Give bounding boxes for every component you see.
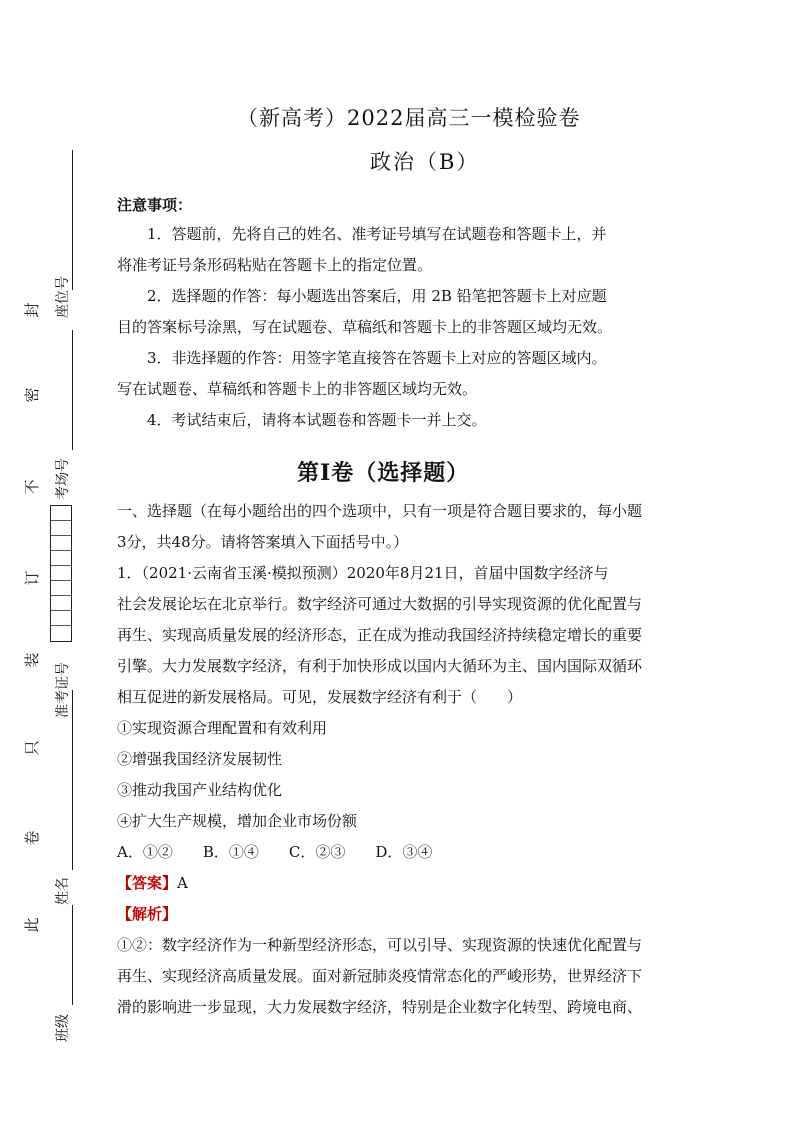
option-statement: ③推动我国产业结构优化 <box>117 781 283 799</box>
page-subtitle: 政治（B） <box>370 150 480 174</box>
analysis-text: 再生、实现经济高质量发展。面对新冠肺炎疫情常态化的严峻形势，世界经济下 <box>117 967 643 985</box>
answer-choices: A．①② B．①④ C．②③ D．③④ <box>117 843 433 861</box>
seal-char: 此 <box>23 917 41 933</box>
exam-room-label: 考场号 <box>55 458 71 500</box>
answer-value: A <box>177 874 188 892</box>
seat-number-label: 座位号 <box>55 276 71 318</box>
notice-line: 3．非选择题的作答：用签字笔直接答在答题卡上对应的答题区域内。 <box>147 349 607 367</box>
analysis-tag: 【解析】 <box>117 905 178 923</box>
seal-char: 只 <box>23 740 41 756</box>
analysis-line <box>117 899 687 930</box>
binding-line <box>72 330 73 450</box>
notice-line: 将准考证号条形码粘贴在答题卡上的指定位置。 <box>117 256 433 274</box>
binding-margin <box>0 0 100 1123</box>
notice-line: 1．答题前，先将自己的姓名、准考证号填写在试题卷和答题卡上，并 <box>147 225 607 243</box>
seal-char: 订 <box>23 570 41 586</box>
question-block <box>117 496 687 1023</box>
class-label: 班级 <box>55 1014 71 1042</box>
seal-char: 装 <box>23 652 41 668</box>
notice-line: 写在试题卷、草稿纸和答题卡上的非答题区域均无效。 <box>117 380 478 398</box>
binding-line <box>72 150 73 290</box>
question-stem: 再生、实现高质量发展的经济形态，正在成为推动我国经济持续稳定增长的重要 <box>117 626 643 644</box>
ticket-number-label: 准考证号 <box>55 662 71 718</box>
notice-line: 目的答案标号涂黑，写在试题卷、草稿纸和答题卡上的非答题区域均无效。 <box>117 318 613 336</box>
seal-char: 不 <box>23 479 41 495</box>
analysis-text: 滑的影响进一步显现，大力发展数字经济，特别是企业数字化转型、跨境电商、 <box>117 998 643 1016</box>
option-statement: ④扩大生产规模，增加企业市场份额 <box>117 812 358 830</box>
section-title: 第Ⅰ卷（选择题） <box>297 460 470 486</box>
page-title: （新高考）2022届高三一模检验卷 <box>237 106 581 130</box>
option-statement: ①实现资源合理配置和有效利用 <box>117 719 328 737</box>
seal-char: 密 <box>23 387 41 403</box>
section-instructions: 3分，共48分。请将答案填入下面括号中。） <box>117 533 409 551</box>
notice-line: 4．考试结束后，请将本试题卷和答题卡一并上交。 <box>147 411 487 429</box>
question-stem: 社会发展论坛在北京举行。数字经济可通过大数据的引导实现资源的优化配置与 <box>117 595 643 613</box>
notice-heading: 注意事项： <box>117 196 193 214</box>
question-stem: 引擎。大力发展数字经济，有利于加快形成以国内大循环为主、国内国际双循环 <box>117 657 643 675</box>
notice-line: 2．选择题的作答：每小题选出答案后，用 2B 铅笔把答题卡上对应题 <box>147 287 607 305</box>
question-stem: 相互促进的新发展格局。可见，发展数字经济有利于（ ） <box>117 688 523 706</box>
option-statement: ②增强我国经济发展韧性 <box>117 750 283 768</box>
answer-tag: 【答案】 <box>117 874 178 892</box>
analysis-text: ①②：数字经济作为一种新型经济形态，可以引导、实现资源的快速优化配置与 <box>117 936 643 954</box>
name-label: 姓名 <box>55 877 71 905</box>
binding-line <box>72 690 73 870</box>
section-instructions: 一、选择题（在每小题给出的四个选项中，只有一项是符合题目要求的，每小题 <box>117 502 643 520</box>
seal-char: 封 <box>23 302 41 318</box>
seal-char: 卷 <box>23 830 41 846</box>
notice-list <box>117 219 687 436</box>
answer-line <box>117 868 687 899</box>
id-number-grid <box>50 505 72 642</box>
binding-line <box>72 905 73 1005</box>
question-stem: 1．（2021·云南省玉溪·模拟预测）2020年8月21日，首届中国数字经济与 <box>117 564 609 582</box>
